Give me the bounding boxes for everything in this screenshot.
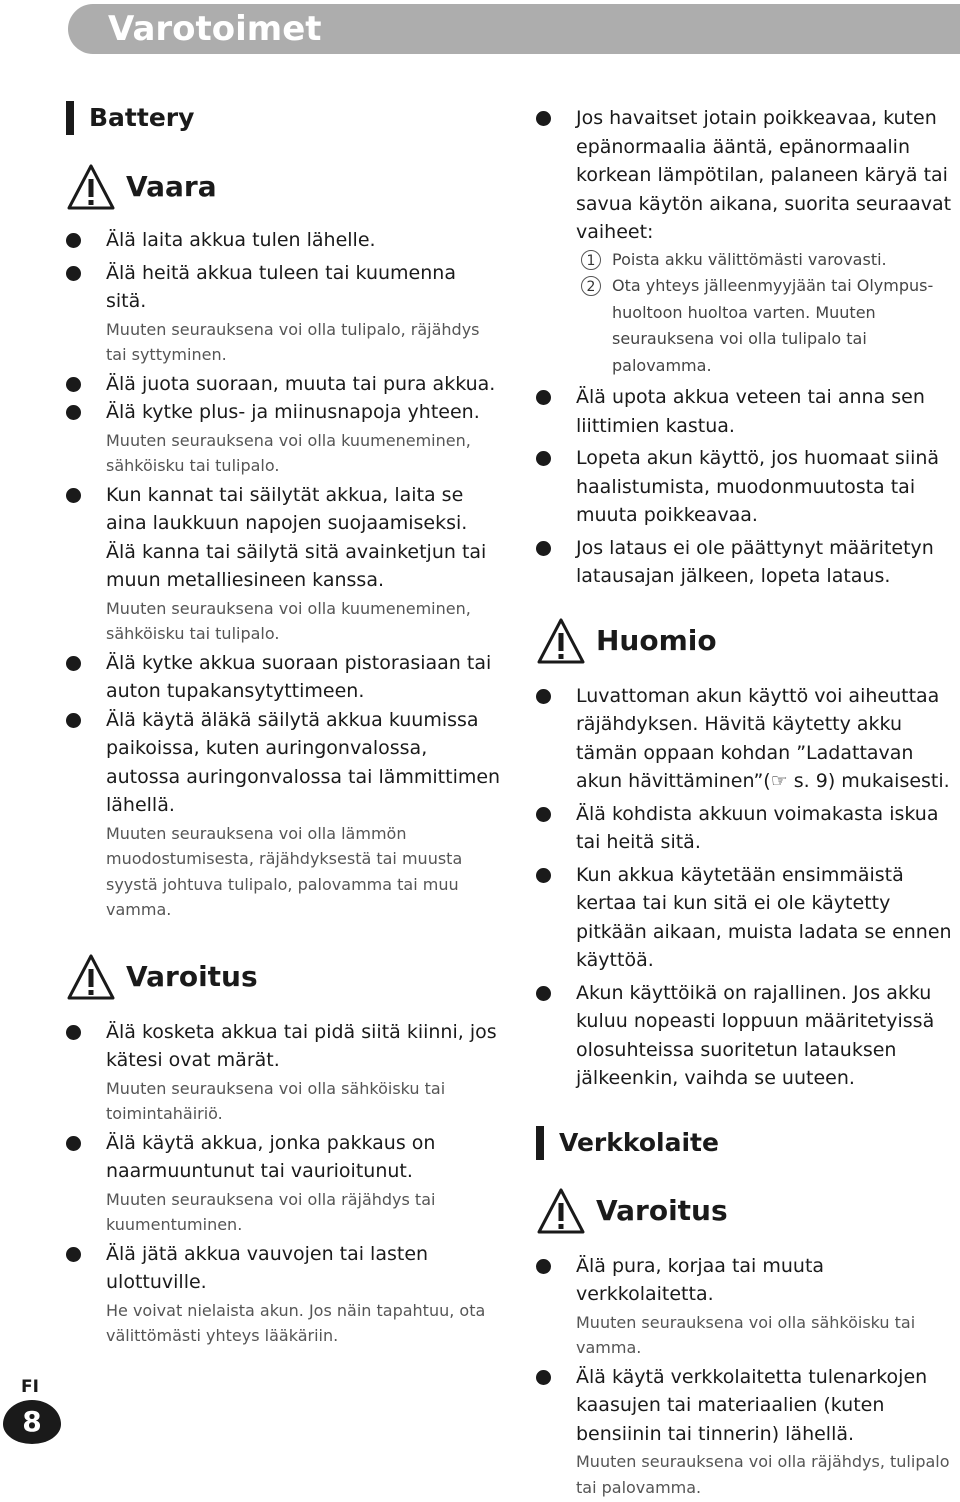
list-item [536, 979, 960, 1093]
item-text: Älä käytä äläkä säilytä akkua kuumissa paikoissa, kuten auringonvalossa, autossa auringonvalossa tai lämmittimen lähellä. [106, 708, 501, 816]
item-text: Lopeta akun käyttö, jos huomaat siinä haalistumista, muodonmuutosta tai muuta poikkeavaa. [576, 447, 940, 526]
bullet-icon [66, 266, 81, 281]
left-column [66, 100, 501, 1351]
warning-triangle-icon [66, 953, 116, 1001]
list-item [536, 1363, 960, 1501]
step-text: Poista akku välittömästi varovasti. [612, 249, 887, 269]
list-item [536, 383, 960, 440]
bullet-icon [66, 377, 81, 392]
item-text: Älä kosketa akkua tai pidä siitä kiinni, jos kätesi ovat märät. [106, 1020, 497, 1071]
hazard-heading-warning [536, 1185, 960, 1237]
item-text: Älä kytke akkua suoraan pistorasiaan tai auton tupakansytyttimeen. [106, 651, 492, 702]
page-number: 8 [3, 1400, 61, 1444]
bullet-icon [536, 986, 551, 1001]
item-text: Älä kohdista akkuun voimakasta iskua tai heitä sitä. [576, 802, 939, 853]
item-text: Älä käytä akkua, jonka pakkaus on naarmuuntunut tai vaurioitunut. [106, 1131, 436, 1182]
hazard-title: Vaara [126, 170, 217, 203]
step-item [576, 273, 960, 379]
hazard-title: Varoitus [126, 959, 258, 993]
bullet-icon [536, 111, 551, 126]
page-title: Varotoimet [108, 9, 322, 49]
bullet-icon [536, 807, 551, 822]
bullet-icon [536, 1259, 551, 1274]
bullet-icon [66, 1025, 81, 1040]
bullet-icon [536, 451, 551, 466]
list-item [66, 259, 501, 368]
bullet-icon [536, 689, 551, 704]
item-note: He voivat nielaista akun. Jos näin tapahtuu, ota välittömästi yhteys lääkäriin. [106, 1300, 486, 1345]
section-marker [536, 1126, 544, 1160]
bullet-icon [536, 868, 551, 883]
bullet-icon [66, 405, 81, 420]
item-text: Kun kannat tai säilytät akkua, laita se aina laukkuun napojen suojaamiseksi. Älä kanna tai säilytä sitä avainketjun tai muun metalliesineen kanssa. [106, 483, 487, 591]
item-text: Jos lataus ei ole päättynyt määritetyn latausajan jälkeen, lopeta lataus. [576, 536, 934, 587]
hazard-heading-warning [66, 951, 501, 1003]
list-item [536, 861, 960, 975]
item-note: Muuten seurauksena voi olla sähköisku tai toimintahäiriö. [106, 1078, 446, 1123]
item-text: Älä pura, korjaa tai muuta verkkolaitetta. [576, 1254, 825, 1305]
list-item [536, 444, 960, 530]
language-label: FI [21, 1377, 39, 1397]
item-note: Muuten seurauksena voi olla räjähdys tai kuumentuminen. [106, 1189, 436, 1234]
warning-triangle-icon [536, 617, 586, 665]
bullet-icon [66, 1247, 81, 1262]
item-text: Akun käyttöikä on rajallinen. Jos akku kuluu nopeasti loppuun määritetyissä olosuhteissa suoritetun latauksen jälkeenkin, vaihda se uuteen. [576, 981, 935, 1089]
bullet-icon [66, 1136, 81, 1151]
item-text: Älä käytä verkkolaitetta tulenarkojen kaasujen tai materiaalien (kuten bensiinin tai tinnerin) lähellä. [576, 1365, 928, 1445]
item-text: Jos havaitset jotain poikkeavaa, kuten epänormaalia ääntä, epänormaalin korkean lämpötilan, palaneen käryä tai savua käytön aikana, suorita seuraavat vaiheet: [576, 107, 952, 243]
list-item [66, 1018, 501, 1127]
header-bar [68, 4, 960, 54]
section-heading-battery [66, 100, 501, 136]
bullet-icon [536, 1370, 551, 1385]
list-item [66, 370, 501, 399]
bullet-icon [536, 390, 551, 405]
list-item [66, 706, 501, 923]
item-note: Muuten seurauksena voi olla räjähdys, tulipalo tai palovamma. [576, 1452, 950, 1497]
item-text: Älä upota akkua veteen tai anna sen liittimien kastua. [576, 386, 925, 437]
list-item [66, 398, 501, 479]
item-text: Älä kytke plus- ja miinusnapoja yhteen. [106, 401, 480, 423]
list-item [536, 534, 960, 591]
bullet-icon [66, 656, 81, 671]
bullet-icon [66, 488, 81, 503]
item-text: Älä jätä akkua vauvojen tai lasten ulottuville. [106, 1242, 429, 1293]
item-note: Muuten seurauksena voi olla sähköisku tai vamma. [576, 1312, 916, 1357]
section-marker [66, 101, 74, 135]
hazard-title: Huomio [596, 623, 717, 657]
step-text: Ota yhteys jälleenmyyjään tai Olympus-huoltoon huoltoa varten. Muuten seurauksena voi olla tulipalo tai palovamma. [612, 276, 934, 375]
item-note: Muuten seurauksena voi olla tulipalo, räjähdys tai syttyminen. [106, 319, 480, 364]
step-number-icon: 2 [581, 276, 601, 296]
bullet-icon [66, 713, 81, 728]
warning-triangle-icon [536, 1187, 586, 1235]
item-note: Muuten seurauksena voi olla lämmön muodostumisesta, räjähdyksestä tai muusta syystä johtuva tulipalo, palovamma tai muu vamma. [106, 823, 463, 919]
item-text: Luvattoman akun käyttö voi aiheuttaa räjähdyksen. Hävitä käytetty akku tämän oppaan kohdan ”Ladattavan akun hävittäminen”(☞ s. 9) mukaisesti. [576, 684, 950, 792]
hazard-title: Varoitus [596, 1193, 728, 1227]
list-item [536, 682, 960, 796]
bullet-icon [536, 541, 551, 556]
item-text: Kun akkua käytetään ensimmäistä kertaa tai kun sitä ei ole käytetty pitkään aikaan, muista ladata se ennen käyttöä. [576, 863, 952, 971]
section-heading-verkkolaite [536, 1125, 960, 1161]
step-item [576, 247, 960, 274]
list-item [536, 1252, 960, 1361]
list-item [66, 1129, 501, 1238]
list-item [536, 800, 960, 857]
item-text: Älä heitä akkua tuleen tai kuumenna sitä. [106, 261, 456, 312]
list-item [66, 481, 501, 647]
hazard-heading-danger [66, 161, 501, 213]
step-number-icon: 1 [581, 250, 601, 270]
warning-triangle-icon [66, 163, 116, 211]
list-item [66, 1240, 501, 1349]
hazard-heading-caution [536, 615, 960, 667]
item-note: Muuten seurauksena voi olla kuumeneminen, sähköisku tai tulipalo. [106, 430, 471, 475]
list-item [536, 104, 960, 379]
list-item [66, 649, 501, 706]
right-column [536, 104, 960, 1502]
item-text: Älä laita akkua tulen lähelle. [106, 229, 376, 251]
list-item [66, 226, 501, 255]
item-text: Älä juota suoraan, muuta tai pura akkua. [106, 372, 496, 395]
section-title: Verkkolaite [559, 1127, 719, 1157]
bullet-icon [66, 233, 81, 248]
item-note: Muuten seurauksena voi olla kuumeneminen, sähköisku tai tulipalo. [106, 598, 471, 643]
section-title: Battery [89, 103, 195, 132]
